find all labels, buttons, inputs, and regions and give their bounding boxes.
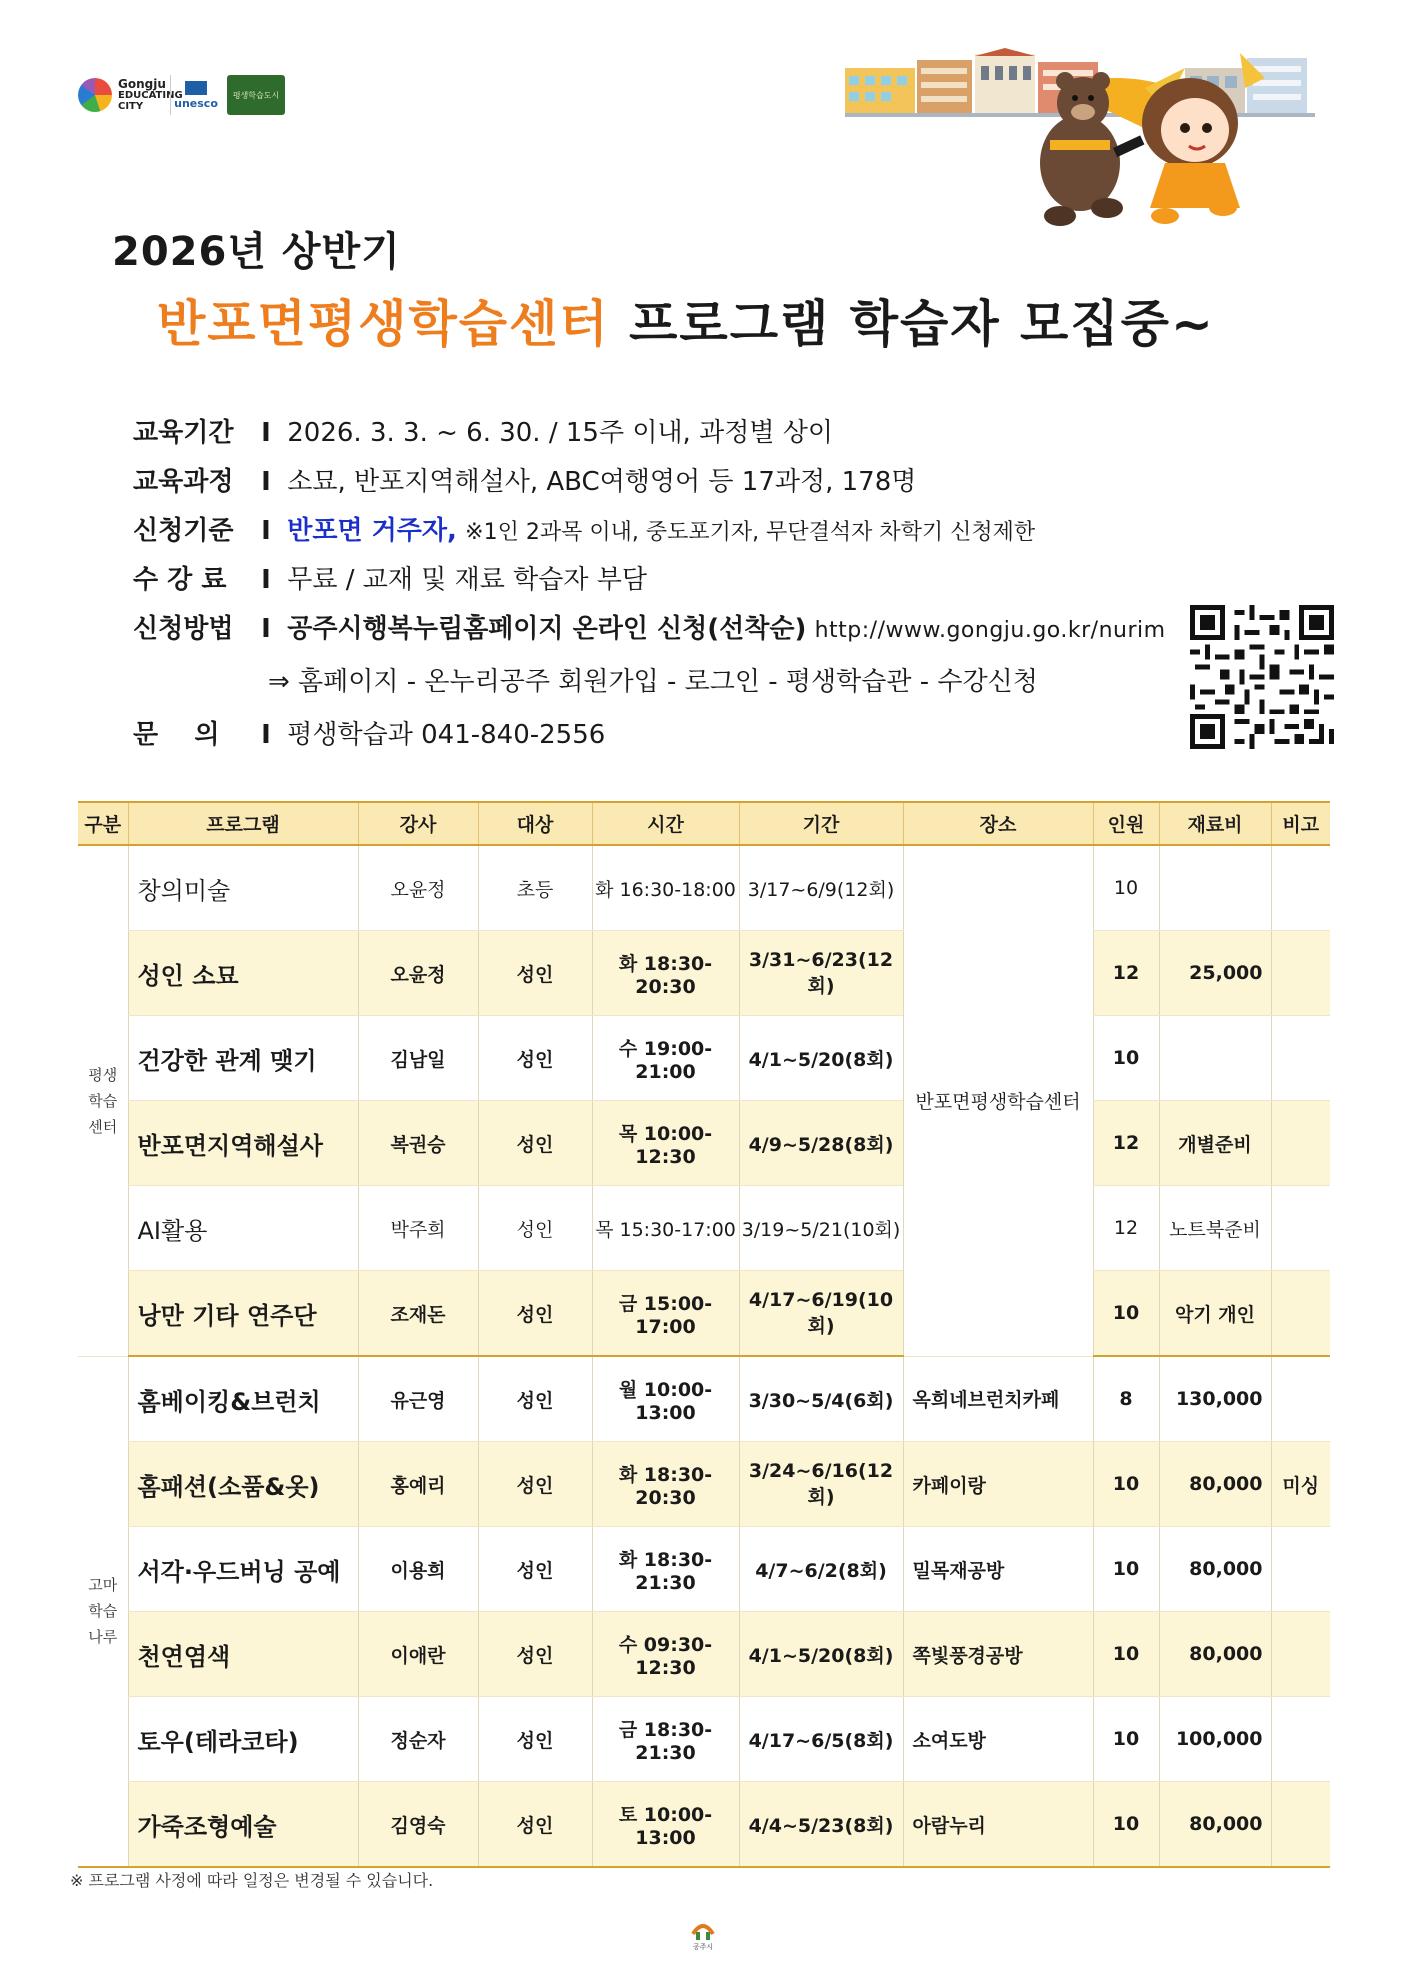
info-separator: I xyxy=(261,614,271,644)
info-separator: I xyxy=(261,418,271,448)
count: 10 xyxy=(1093,1016,1159,1101)
count: 8 xyxy=(1093,1356,1159,1442)
teacher: 김남일 xyxy=(358,1016,478,1101)
count: 10 xyxy=(1093,1271,1159,1357)
info-fee-label: 수 강 료 xyxy=(133,565,227,595)
memo xyxy=(1271,1186,1330,1271)
title-recruit-text: 프로그램 학습자 모집중~ xyxy=(629,295,1215,353)
program-table xyxy=(78,801,1330,1868)
program-name: 가죽조형예술 xyxy=(128,1782,358,1868)
time: 화 16:30-18:00 xyxy=(592,845,739,931)
count: 10 xyxy=(1093,1782,1159,1868)
time: 수 09:30-12:30 xyxy=(592,1612,739,1697)
info-course xyxy=(133,461,916,498)
category-cell: 고마 학습 나루 xyxy=(78,1356,128,1867)
memo xyxy=(1271,1016,1330,1101)
col-header-category: 구분 xyxy=(78,802,128,845)
place: 소여도방 xyxy=(903,1697,1093,1782)
table-row xyxy=(78,1356,1330,1442)
table-header-row xyxy=(78,802,1330,845)
teacher: 김영숙 xyxy=(358,1782,478,1868)
memo xyxy=(1271,1782,1330,1868)
program-name: 서각·우드버닝 공예 xyxy=(128,1527,358,1612)
program-name: 창의미술 xyxy=(128,845,358,931)
info-criteria-label: 신청기준 xyxy=(133,516,234,546)
col-header-target: 대상 xyxy=(478,802,592,845)
info-separator: I xyxy=(261,720,271,750)
info-criteria-note: ※1인 2과목 이내, 중도포기자, 무단결석자 차학기 신청제한 xyxy=(465,520,1036,545)
cost: 25,000 xyxy=(1159,931,1271,1016)
teacher: 오윤정 xyxy=(358,845,478,931)
period: 4/4~5/23(8회) xyxy=(739,1782,903,1868)
memo: 미싱 xyxy=(1271,1442,1330,1527)
gongju-logo-text xyxy=(118,76,183,112)
teacher: 이용희 xyxy=(358,1527,478,1612)
cost: 노트북준비 xyxy=(1159,1186,1271,1271)
time: 화 18:30-20:30 xyxy=(592,931,739,1016)
cost: 80,000 xyxy=(1159,1442,1271,1527)
page-title-line2 xyxy=(157,284,1215,356)
time: 토 10:00-13:00 xyxy=(592,1782,739,1868)
info-separator: I xyxy=(261,516,271,546)
unesco-temple-icon xyxy=(185,81,207,95)
teacher: 정순자 xyxy=(358,1697,478,1782)
col-header-cost: 재료비 xyxy=(1159,802,1271,845)
cost: 80,000 xyxy=(1159,1527,1271,1612)
memo xyxy=(1271,931,1330,1016)
program-name: 토우(테라코타) xyxy=(128,1697,358,1782)
unesco-text: unesco xyxy=(174,96,218,110)
cost xyxy=(1159,1016,1271,1101)
city-name: Gongju xyxy=(118,76,166,91)
info-fee-value: 무료 / 교재 및 재료 학습자 부담 xyxy=(287,565,648,595)
period: 4/9~5/28(8회) xyxy=(739,1101,903,1186)
col-header-count: 인원 xyxy=(1093,802,1159,845)
qr-code-icon[interactable] xyxy=(1190,605,1334,749)
footnote: ※ 프로그램 사정에 따라 일정은 변경될 수 있습니다. xyxy=(70,1871,434,1890)
table-row xyxy=(78,1442,1330,1527)
target: 초등 xyxy=(478,845,592,931)
program-name: AI활용 xyxy=(128,1186,358,1271)
program-name: 홈베이킹&브런치 xyxy=(128,1356,358,1442)
info-contact-label: 문 의 xyxy=(133,720,220,750)
count: 10 xyxy=(1093,1442,1159,1527)
program-name: 성인 소묘 xyxy=(128,931,358,1016)
time: 금 15:00-17:00 xyxy=(592,1271,739,1357)
cost xyxy=(1159,845,1271,931)
place: 카페이랑 xyxy=(903,1442,1093,1527)
program-name: 반포면지역해설사 xyxy=(128,1101,358,1186)
teacher: 박주희 xyxy=(358,1186,478,1271)
teacher: 이애란 xyxy=(358,1612,478,1697)
city-sub2: CITY xyxy=(118,100,144,112)
target: 성인 xyxy=(478,1612,592,1697)
title-center-name: 반포면평생학습센터 xyxy=(157,295,610,353)
place: 아람누리 xyxy=(903,1782,1093,1868)
info-period-value: 2026. 3. 3. ~ 6. 30. / 15주 이내, 과정별 상이 xyxy=(287,418,833,448)
info-method-value: 공주시행복누림홈페이지 온라인 신청(선착순) xyxy=(287,614,807,644)
count: 10 xyxy=(1093,1612,1159,1697)
info-contact-value: 평생학습과 041-840-2556 xyxy=(287,720,606,750)
table-row xyxy=(78,1527,1330,1612)
gongju-hand-logo-icon xyxy=(78,78,112,112)
count: 10 xyxy=(1093,1697,1159,1782)
table-row xyxy=(78,1697,1330,1782)
col-header-place: 장소 xyxy=(903,802,1093,845)
time: 목 15:30-17:00 xyxy=(592,1186,739,1271)
teacher: 유근영 xyxy=(358,1356,478,1442)
period: 3/31~6/23(12회) xyxy=(739,931,903,1016)
program-name: 건강한 관계 맺기 xyxy=(128,1016,358,1101)
memo xyxy=(1271,1356,1330,1442)
target: 성인 xyxy=(478,931,592,1016)
col-header-program: 프로그램 xyxy=(128,802,358,845)
time: 수 19:00-21:00 xyxy=(592,1016,739,1101)
mascot-illustration xyxy=(845,48,1325,238)
period: 4/1~5/20(8회) xyxy=(739,1016,903,1101)
col-header-teacher: 강사 xyxy=(358,802,478,845)
period: 4/1~5/20(8회) xyxy=(739,1612,903,1697)
period: 3/30~5/4(6회) xyxy=(739,1356,903,1442)
info-criteria xyxy=(133,510,1035,547)
table-row xyxy=(78,1186,1330,1271)
info-fee xyxy=(133,559,647,596)
info-method xyxy=(133,608,1166,645)
teacher: 조재돈 xyxy=(358,1271,478,1357)
time: 금 18:30-21:30 xyxy=(592,1697,739,1782)
info-period xyxy=(133,412,833,449)
time: 목 10:00-12:30 xyxy=(592,1101,739,1186)
cost: 100,000 xyxy=(1159,1697,1271,1782)
period: 4/17~6/5(8회) xyxy=(739,1697,903,1782)
info-method-url[interactable]: http://www.gongju.go.kr/nurim xyxy=(814,618,1166,643)
memo xyxy=(1271,1697,1330,1782)
target: 성인 xyxy=(478,1527,592,1612)
info-method-label: 신청방법 xyxy=(133,614,234,644)
gongju-logo-text: 공주시 xyxy=(692,1943,714,1951)
col-header-memo: 비고 xyxy=(1271,802,1330,845)
lifelong-city-badge xyxy=(227,75,285,115)
table-row xyxy=(78,1016,1330,1101)
target: 성인 xyxy=(478,1697,592,1782)
unesco-logo xyxy=(170,75,221,115)
target: 성인 xyxy=(478,1016,592,1101)
info-contact xyxy=(133,714,605,751)
period: 3/19~5/21(10회) xyxy=(739,1186,903,1271)
count: 12 xyxy=(1093,931,1159,1016)
table-row xyxy=(78,1782,1330,1868)
cost: 개별준비 xyxy=(1159,1101,1271,1186)
count: 12 xyxy=(1093,1186,1159,1271)
target: 성인 xyxy=(478,1101,592,1186)
target: 성인 xyxy=(478,1271,592,1357)
col-header-period: 기간 xyxy=(739,802,903,845)
period: 3/17~6/9(12회) xyxy=(739,845,903,931)
info-separator: I xyxy=(261,565,271,595)
info-criteria-highlight: 반포면 거주자, xyxy=(287,516,457,546)
info-course-label: 교육과정 xyxy=(133,467,234,497)
cost: 80,000 xyxy=(1159,1612,1271,1697)
memo xyxy=(1271,1527,1330,1612)
table-row xyxy=(78,1271,1330,1357)
target: 성인 xyxy=(478,1782,592,1868)
memo xyxy=(1271,1101,1330,1186)
table-row xyxy=(78,931,1330,1016)
period: 4/17~6/19(10회) xyxy=(739,1271,903,1357)
table-row xyxy=(78,845,1330,931)
time: 화 18:30-21:30 xyxy=(592,1527,739,1612)
time: 화 18:30-20:30 xyxy=(592,1442,739,1527)
cost: 악기 개인 xyxy=(1159,1271,1271,1357)
teacher: 오윤정 xyxy=(358,931,478,1016)
teacher: 복권승 xyxy=(358,1101,478,1186)
place: 밀목재공방 xyxy=(903,1527,1093,1612)
info-method-steps: ⇒ 홈페이지 - 온누리공주 회원가입 - 로그인 - 평생학습관 - 수강신청 xyxy=(268,667,1038,697)
target: 성인 xyxy=(478,1442,592,1527)
place: 쪽빛풍경공방 xyxy=(903,1612,1093,1697)
place-merged: 반포면평생학습센터 xyxy=(903,845,1093,1356)
memo xyxy=(1271,845,1330,931)
program-name: 천연염색 xyxy=(128,1612,358,1697)
table-row xyxy=(78,1101,1330,1186)
category-cell: 평생 학습 센터 xyxy=(78,845,128,1356)
cost: 80,000 xyxy=(1159,1782,1271,1868)
target: 성인 xyxy=(478,1186,592,1271)
memo xyxy=(1271,1612,1330,1697)
period: 4/7~6/2(8회) xyxy=(739,1527,903,1612)
gongju-city-logo-icon xyxy=(688,1916,718,1952)
period: 3/24~6/16(12회) xyxy=(739,1442,903,1527)
info-separator: I xyxy=(261,467,271,497)
teacher: 홍예리 xyxy=(358,1442,478,1527)
count: 10 xyxy=(1093,1527,1159,1612)
count: 12 xyxy=(1093,1101,1159,1186)
badge-text: 평생학습도시 xyxy=(232,90,280,100)
logo-group xyxy=(78,72,285,118)
page-title-line1: 2026년 상반기 xyxy=(112,229,401,275)
city-sub1: EDUCATING xyxy=(118,89,183,101)
cost: 130,000 xyxy=(1159,1356,1271,1442)
count: 10 xyxy=(1093,845,1159,931)
info-course-value: 소묘, 반포지역해설사, ABC여행영어 등 17과정, 178명 xyxy=(287,467,917,497)
memo xyxy=(1271,1271,1330,1357)
table-row xyxy=(78,1612,1330,1697)
program-name: 낭만 기타 연주단 xyxy=(128,1271,358,1357)
target: 성인 xyxy=(478,1356,592,1442)
time: 월 10:00-13:00 xyxy=(592,1356,739,1442)
col-header-time: 시간 xyxy=(592,802,739,845)
place: 옥희네브런치카페 xyxy=(903,1356,1093,1442)
program-name: 홈패션(소품&옷) xyxy=(128,1442,358,1527)
info-period-label: 교육기간 xyxy=(133,418,234,448)
